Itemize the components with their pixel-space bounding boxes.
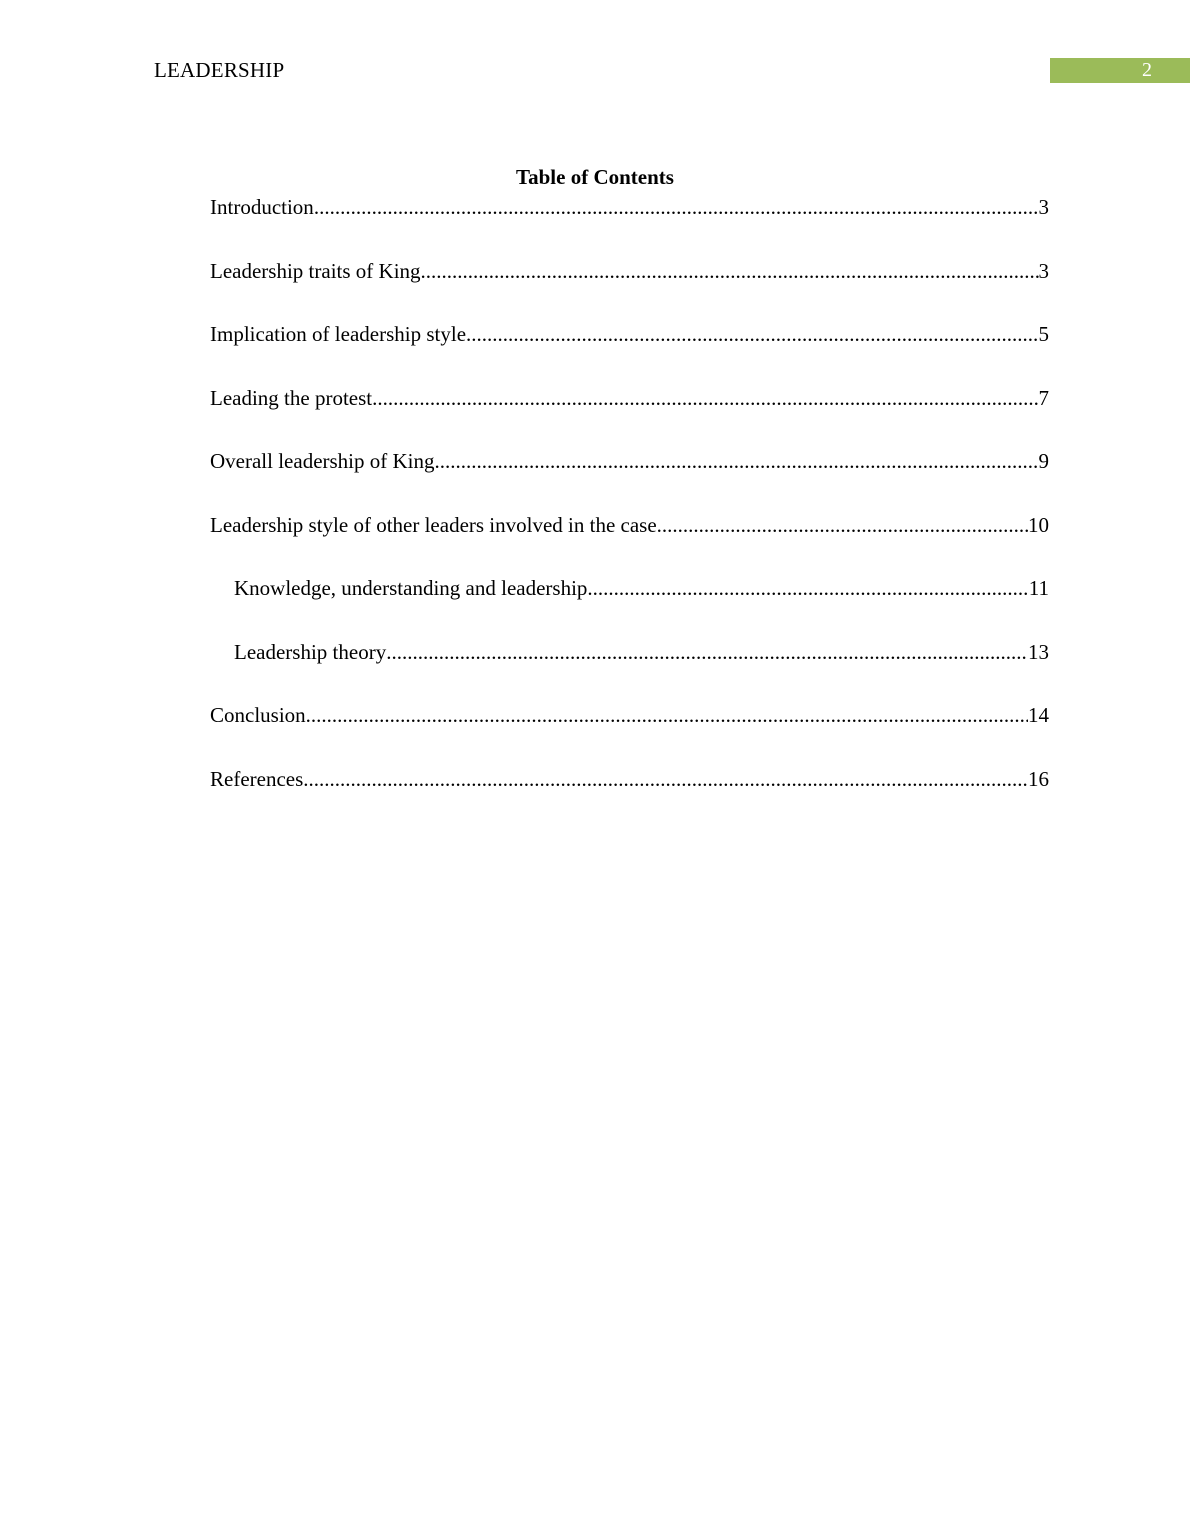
toc-entry-page: 7 bbox=[1038, 385, 1049, 410]
toc-entry[interactable] bbox=[210, 320, 1049, 384]
toc-dot-leader bbox=[372, 384, 1038, 412]
toc-entry[interactable] bbox=[210, 193, 1049, 257]
toc-entry-label: Knowledge, understanding and leadership bbox=[234, 576, 588, 600]
toc-subentry[interactable] bbox=[210, 574, 1049, 638]
toc-dot-leader bbox=[587, 574, 1028, 602]
toc-entry[interactable] bbox=[210, 384, 1049, 448]
toc-dot-leader bbox=[435, 447, 1039, 475]
toc-dot-leader bbox=[314, 193, 1039, 221]
toc-dot-leader bbox=[306, 701, 1028, 729]
running-header-title: LEADERSHIP bbox=[154, 58, 285, 82]
toc-list bbox=[210, 193, 1049, 828]
toc-dot-leader bbox=[421, 257, 1039, 285]
toc-dot-leader bbox=[386, 638, 1028, 666]
toc-entry-page: 5 bbox=[1038, 322, 1049, 346]
toc-entry-label: Implication of leadership style bbox=[210, 322, 467, 346]
toc-entry[interactable] bbox=[210, 701, 1049, 765]
toc-heading: Table of Contents bbox=[516, 165, 674, 189]
toc-entry-page: 9 bbox=[1038, 449, 1049, 473]
toc-entry-label: References bbox=[210, 766, 304, 791]
toc-entry-page: 3 bbox=[1038, 258, 1049, 283]
toc-entry-label: Leadership theory bbox=[234, 639, 387, 664]
toc-entry[interactable] bbox=[210, 765, 1049, 829]
toc-entry-label: Conclusion bbox=[210, 703, 306, 727]
toc-entry-label: Leadership style of other leaders involved in the case bbox=[210, 512, 657, 537]
toc-dot-leader bbox=[303, 765, 1028, 793]
toc-dot-leader bbox=[466, 320, 1038, 348]
toc-entry-label: Leading the protest bbox=[210, 385, 373, 410]
toc-entry-label: Overall leadership of King bbox=[210, 449, 435, 473]
toc-entry-page: 3 bbox=[1038, 195, 1049, 219]
page-number-badge: 2 bbox=[1050, 58, 1190, 83]
toc-subentry[interactable] bbox=[210, 638, 1049, 702]
toc-entry-label: Introduction bbox=[210, 195, 314, 219]
toc-entry-page: 11 bbox=[1028, 576, 1049, 600]
toc-dot-leader bbox=[657, 511, 1028, 539]
toc-entry-label: Leadership traits of King bbox=[210, 258, 421, 283]
toc-entry[interactable] bbox=[210, 447, 1049, 511]
toc-entry-page: 14 bbox=[1028, 703, 1049, 727]
toc-entry-page: 16 bbox=[1028, 766, 1049, 791]
toc-entry-page: 10 bbox=[1028, 512, 1049, 537]
toc-entry[interactable] bbox=[210, 511, 1049, 575]
toc-entry[interactable] bbox=[210, 257, 1049, 321]
toc-entry-page: 13 bbox=[1028, 639, 1049, 664]
